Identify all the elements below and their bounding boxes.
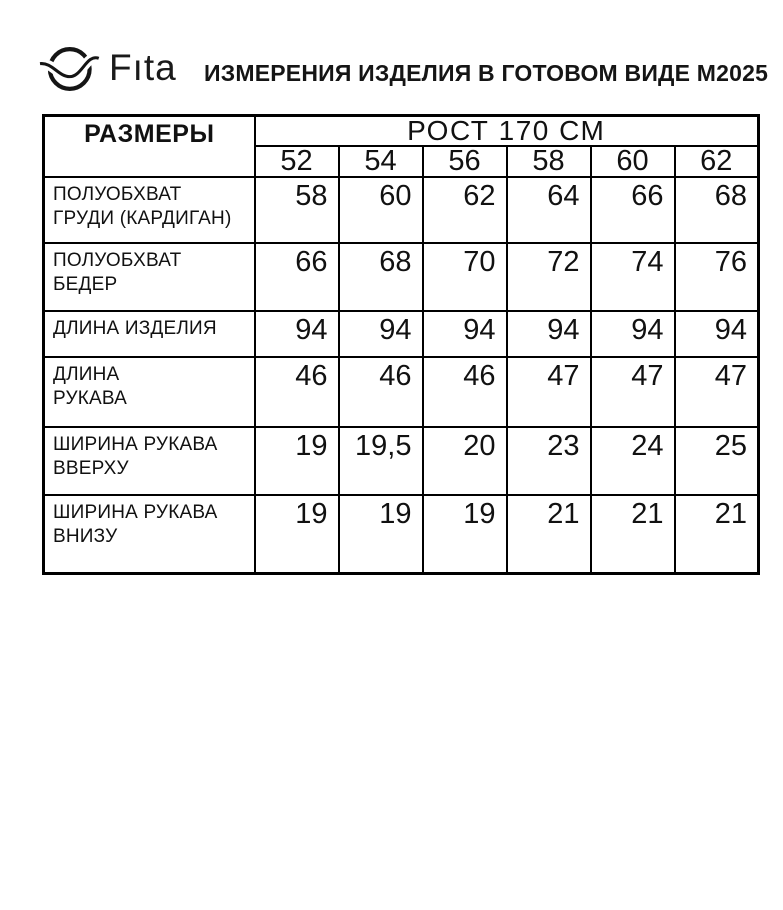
value-cell: 19,5 bbox=[339, 427, 423, 495]
value-cell: 94 bbox=[507, 311, 591, 357]
row-label-line: ДЛИНА bbox=[53, 364, 120, 385]
size-header-cell: 58 bbox=[507, 146, 591, 177]
row-label bbox=[44, 495, 255, 573]
value-cell: 66 bbox=[591, 177, 675, 243]
size-header-cell: 60 bbox=[591, 146, 675, 177]
value-cell: 20 bbox=[423, 427, 507, 495]
row-label-line: ПОЛУОБХВАТ bbox=[53, 184, 182, 205]
brand-logo bbox=[38, 40, 177, 98]
value-cell: 94 bbox=[675, 311, 759, 357]
row-label-line: БЕДЕР bbox=[53, 273, 118, 295]
table-row bbox=[44, 243, 759, 311]
row-label bbox=[44, 243, 255, 311]
value-cell: 46 bbox=[423, 357, 507, 427]
value-cell: 94 bbox=[255, 311, 339, 357]
row-label bbox=[44, 177, 255, 243]
value-cell: 24 bbox=[591, 427, 675, 495]
value-cell: 64 bbox=[507, 177, 591, 243]
size-header-cell: 54 bbox=[339, 146, 423, 177]
value-cell: 25 bbox=[675, 427, 759, 495]
row-label-line: РУКАВА bbox=[53, 387, 127, 409]
value-cell: 68 bbox=[339, 243, 423, 311]
row-label-line: ГРУДИ (КАРДИГАН) bbox=[53, 207, 232, 229]
value-cell: 62 bbox=[423, 177, 507, 243]
value-cell: 74 bbox=[591, 243, 675, 311]
row-label-line: ШИРИНА РУКАВА bbox=[53, 434, 218, 455]
row-label bbox=[44, 357, 255, 427]
circle-wave-icon bbox=[38, 40, 100, 98]
value-cell: 94 bbox=[591, 311, 675, 357]
table-row bbox=[44, 495, 759, 573]
row-label-line: ВВЕРХУ bbox=[53, 457, 129, 479]
value-cell: 47 bbox=[507, 357, 591, 427]
value-cell: 94 bbox=[339, 311, 423, 357]
value-cell: 47 bbox=[675, 357, 759, 427]
value-cell: 60 bbox=[339, 177, 423, 243]
row-label bbox=[44, 427, 255, 495]
table-row bbox=[44, 177, 759, 243]
value-cell: 76 bbox=[675, 243, 759, 311]
size-header-cell: 52 bbox=[255, 146, 339, 177]
value-cell: 46 bbox=[255, 357, 339, 427]
value-cell: 46 bbox=[339, 357, 423, 427]
table-row bbox=[44, 311, 759, 357]
table-header-row bbox=[44, 116, 759, 147]
size-table bbox=[42, 114, 760, 575]
value-cell: 19 bbox=[255, 495, 339, 573]
value-cell: 19 bbox=[423, 495, 507, 573]
value-cell: 21 bbox=[675, 495, 759, 573]
value-cell: 72 bbox=[507, 243, 591, 311]
row-label-line: ШИРИНА РУКАВА bbox=[53, 502, 218, 523]
value-cell: 47 bbox=[591, 357, 675, 427]
row-label-line: ВНИЗУ bbox=[53, 525, 118, 547]
value-cell: 21 bbox=[591, 495, 675, 573]
table-row bbox=[44, 427, 759, 495]
size-header-cell: 62 bbox=[675, 146, 759, 177]
value-cell: 21 bbox=[507, 495, 591, 573]
value-cell: 94 bbox=[423, 311, 507, 357]
row-label-line: ДЛИНА ИЗДЕЛИЯ bbox=[53, 318, 217, 339]
size-header-cell: 56 bbox=[423, 146, 507, 177]
row-label-line: ПОЛУОБХВАТ bbox=[53, 250, 182, 271]
group-header-cell: РОСТ 170 СМ bbox=[255, 116, 759, 147]
value-cell: 58 bbox=[255, 177, 339, 243]
value-cell: 68 bbox=[675, 177, 759, 243]
table-row bbox=[44, 357, 759, 427]
value-cell: 66 bbox=[255, 243, 339, 311]
value-cell: 19 bbox=[255, 427, 339, 495]
row-label bbox=[44, 311, 255, 357]
brand-name: Fıta bbox=[109, 46, 177, 88]
value-cell: 19 bbox=[339, 495, 423, 573]
page-title: ИЗМЕРЕНИЯ ИЗДЕЛИЯ В ГОТОВОМ ВИДЕ М2025 bbox=[204, 60, 769, 86]
corner-header-cell: РАЗМЕРЫ bbox=[44, 116, 255, 178]
value-cell: 23 bbox=[507, 427, 591, 495]
value-cell: 70 bbox=[423, 243, 507, 311]
